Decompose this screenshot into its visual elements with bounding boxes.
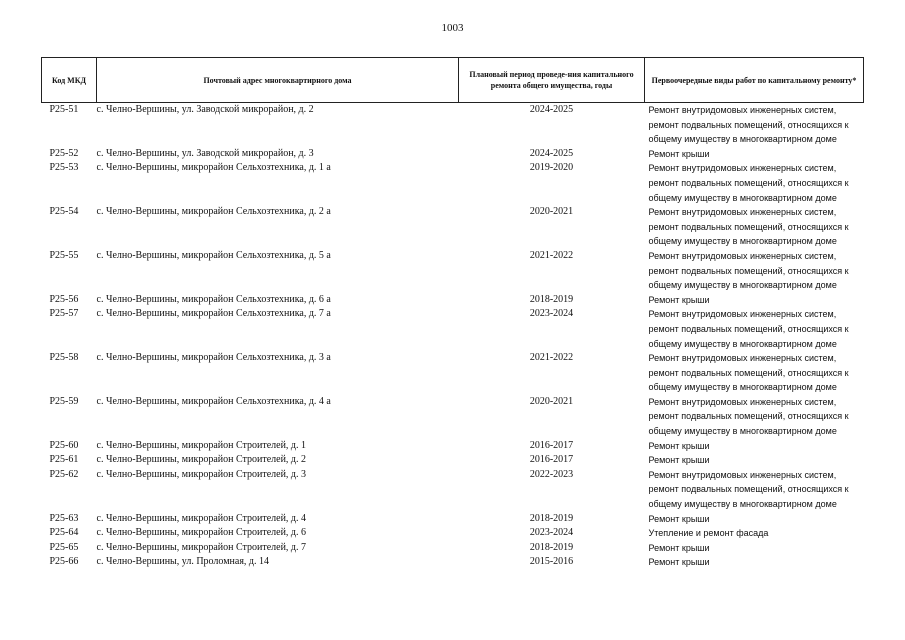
works-line: ремонт подвальных помещений, относящихся к xyxy=(648,265,849,276)
mkd-code-cell: Р25-59 xyxy=(49,395,79,407)
table-row xyxy=(42,351,864,395)
header-code: Код МКД xyxy=(42,58,97,103)
period-cell: 2018-2019 xyxy=(529,541,574,553)
address-cell: с. Челно-Вершины, микрорайон Строителей, д. 7 xyxy=(96,541,307,553)
address-cell: с. Челно-Вершины, микрорайон Сельхозтехника, д. 3 а xyxy=(96,352,331,364)
period-cell: 2021-2022 xyxy=(529,352,574,364)
works-line: ремонт подвальных помещений, относящихся к xyxy=(648,367,849,378)
works-line: Утепление и ремонт фасада xyxy=(648,528,769,539)
address-cell: с. Челно-Вершины, микрорайон Сельхозтехника, д. 1 а xyxy=(96,162,331,174)
mkd-code-cell: Р25-61 xyxy=(49,454,79,466)
address-cell: с. Челно-Вершины, ул. Заводской микрорайон, д. 2 xyxy=(96,104,314,115)
table-row xyxy=(42,395,864,439)
address-cell: с. Челно-Вершины, микрорайон Строителей, д. 6 xyxy=(96,527,307,539)
table-row xyxy=(42,161,864,205)
table-row xyxy=(42,307,864,351)
mkd-code-cell: Р25-58 xyxy=(49,352,79,364)
mkd-code-cell: Р25-53 xyxy=(49,162,79,174)
works-line: Ремонт крыши xyxy=(648,455,710,466)
table-row xyxy=(42,147,864,162)
table-row xyxy=(42,453,864,468)
address-cell: с. Челно-Вершины, микрорайон Строителей, д. 4 xyxy=(96,512,307,524)
table-header xyxy=(42,58,864,103)
table-row xyxy=(42,439,864,454)
table-body xyxy=(42,103,864,571)
works-line: ремонт подвальных помещений, относящихся к xyxy=(648,411,849,422)
works-cell xyxy=(645,541,864,556)
works-cell xyxy=(645,205,864,249)
works-cell xyxy=(645,249,864,293)
works-line: общему имуществу в многоквартирном доме xyxy=(648,499,837,510)
period-cell: 2023-2024 xyxy=(529,527,574,539)
works-line: Ремонт внутридомовых инженерных систем, xyxy=(648,163,837,174)
repair-registry-table xyxy=(41,57,864,570)
address-cell: с. Челно-Вершины, микрорайон Сельхозтехника, д. 6 а xyxy=(96,293,331,305)
works-line: общему имуществу в многоквартирном доме xyxy=(648,192,837,203)
address-cell: с. Челно-Вершины, ул. Заводской микрорайон, д. 3 xyxy=(96,147,314,159)
period-cell: 2015-2016 xyxy=(529,556,574,568)
works-line: Ремонт внутридомовых инженерных систем, xyxy=(648,469,837,480)
table-row xyxy=(42,103,864,147)
period-cell: 2021-2022 xyxy=(529,249,574,261)
works-cell xyxy=(645,351,864,395)
mkd-code-cell: Р25-55 xyxy=(49,249,79,261)
address-cell: с. Челно-Вершины, микрорайон Строителей, д. 3 xyxy=(96,468,307,480)
page-number: 1003 xyxy=(441,22,464,34)
works-line: ремонт подвальных помещений, относящихся к xyxy=(648,177,849,188)
works-cell xyxy=(645,103,864,147)
works-cell xyxy=(645,512,864,527)
mkd-code-cell: Р25-51 xyxy=(49,104,79,115)
header-works: Первоочередные виды работ по капитальному ремонту* xyxy=(645,58,864,103)
period-cell: 2024-2025 xyxy=(529,147,574,159)
address-cell: с. Челно-Вершины, микрорайон Строителей, д. 1 xyxy=(96,439,307,451)
works-line: ремонт подвальных помещений, относящихся к xyxy=(648,221,849,232)
mkd-code-cell: Р25-62 xyxy=(49,468,79,480)
works-line: ремонт подвальных помещений, относящихся к xyxy=(648,119,849,130)
works-cell xyxy=(645,555,864,570)
mkd-code-cell: Р25-65 xyxy=(49,541,79,553)
works-line: общему имуществу в многоквартирном доме xyxy=(648,382,837,393)
works-line: Ремонт внутридомовых инженерных систем, xyxy=(648,250,837,261)
period-cell: 2022-2023 xyxy=(529,468,574,480)
works-cell xyxy=(645,293,864,308)
period-cell: 2020-2021 xyxy=(529,395,574,407)
works-line: Ремонт крыши xyxy=(648,513,710,524)
period-cell: 2024-2025 xyxy=(529,104,574,115)
mkd-code-cell: Р25-63 xyxy=(49,512,79,524)
address-cell: с. Челно-Вершины, микрорайон Сельхозтехника, д. 2 а xyxy=(96,206,331,218)
mkd-code-cell: Р25-64 xyxy=(49,527,79,539)
works-line: общему имуществу в многоквартирном доме xyxy=(648,426,837,437)
period-cell: 2019-2020 xyxy=(529,162,574,174)
table-row xyxy=(42,205,864,249)
mkd-code-cell: Р25-52 xyxy=(49,147,79,159)
period-cell: 2020-2021 xyxy=(529,206,574,218)
works-line: Ремонт внутридомовых инженерных систем, xyxy=(648,309,837,320)
works-cell xyxy=(645,526,864,541)
works-cell xyxy=(645,453,864,468)
table-row xyxy=(42,512,864,527)
address-cell: с. Челно-Вершины, микрорайон Сельхозтехника, д. 5 а xyxy=(96,249,331,261)
mkd-code-cell: Р25-56 xyxy=(49,293,79,305)
period-cell: 2023-2024 xyxy=(529,308,574,320)
period-cell: 2016-2017 xyxy=(529,439,574,451)
works-cell xyxy=(645,468,864,512)
works-line: Ремонт крыши xyxy=(648,294,710,305)
address-cell: с. Челно-Вершины, микрорайон Сельхозтехника, д. 7 а xyxy=(96,308,331,320)
address-cell: с. Челно-Вершины, микрорайон Строителей, д. 2 xyxy=(96,454,307,466)
works-line: Ремонт внутридомовых инженерных систем, xyxy=(648,353,837,364)
works-line: ремонт подвальных помещений, относящихся к xyxy=(648,323,849,334)
table-row xyxy=(42,541,864,556)
table-row xyxy=(42,555,864,570)
works-cell xyxy=(645,439,864,454)
header-address: Почтовый адрес многоквартирного дома xyxy=(97,58,459,103)
works-cell xyxy=(645,161,864,205)
works-line: Ремонт крыши xyxy=(648,557,710,568)
period-cell: 2018-2019 xyxy=(529,293,574,305)
table-row xyxy=(42,249,864,293)
works-line: общему имуществу в многоквартирном доме xyxy=(648,236,837,247)
table-row xyxy=(42,293,864,308)
works-line: Ремонт внутридомовых инженерных систем, xyxy=(648,105,837,115)
works-line: ремонт подвальных помещений, относящихся к xyxy=(648,484,849,495)
works-line: общему имуществу в многоквартирном доме xyxy=(648,280,837,291)
header-period: Плановый период проведе-ния капитального ремонта общего имущества, годы xyxy=(459,58,645,103)
table-row xyxy=(42,526,864,541)
works-line: Ремонт крыши xyxy=(648,542,710,553)
works-line: Ремонт крыши xyxy=(648,440,710,451)
mkd-code-cell: Р25-60 xyxy=(49,439,79,451)
table-row xyxy=(42,468,864,512)
address-cell: с. Челно-Вершины, микрорайон Сельхозтехника, д. 4 а xyxy=(96,395,331,407)
works-line: Ремонт внутридомовых инженерных систем, xyxy=(648,207,837,218)
mkd-code-cell: Р25-54 xyxy=(49,206,79,218)
period-cell: 2018-2019 xyxy=(529,512,574,524)
works-line: Ремонт крыши xyxy=(648,148,710,159)
address-cell: с. Челно-Вершины, ул. Проломная, д. 14 xyxy=(96,556,270,568)
period-cell: 2016-2017 xyxy=(529,454,574,466)
works-cell xyxy=(645,307,864,351)
mkd-code-cell: Р25-57 xyxy=(49,308,79,320)
works-cell xyxy=(645,147,864,162)
works-cell xyxy=(645,395,864,439)
works-line: общему имуществу в многоквартирном доме xyxy=(648,134,837,145)
mkd-code-cell: Р25-66 xyxy=(49,556,79,568)
works-line: Ремонт внутридомовых инженерных систем, xyxy=(648,396,837,407)
works-line: общему имуществу в многоквартирном доме xyxy=(648,338,837,349)
